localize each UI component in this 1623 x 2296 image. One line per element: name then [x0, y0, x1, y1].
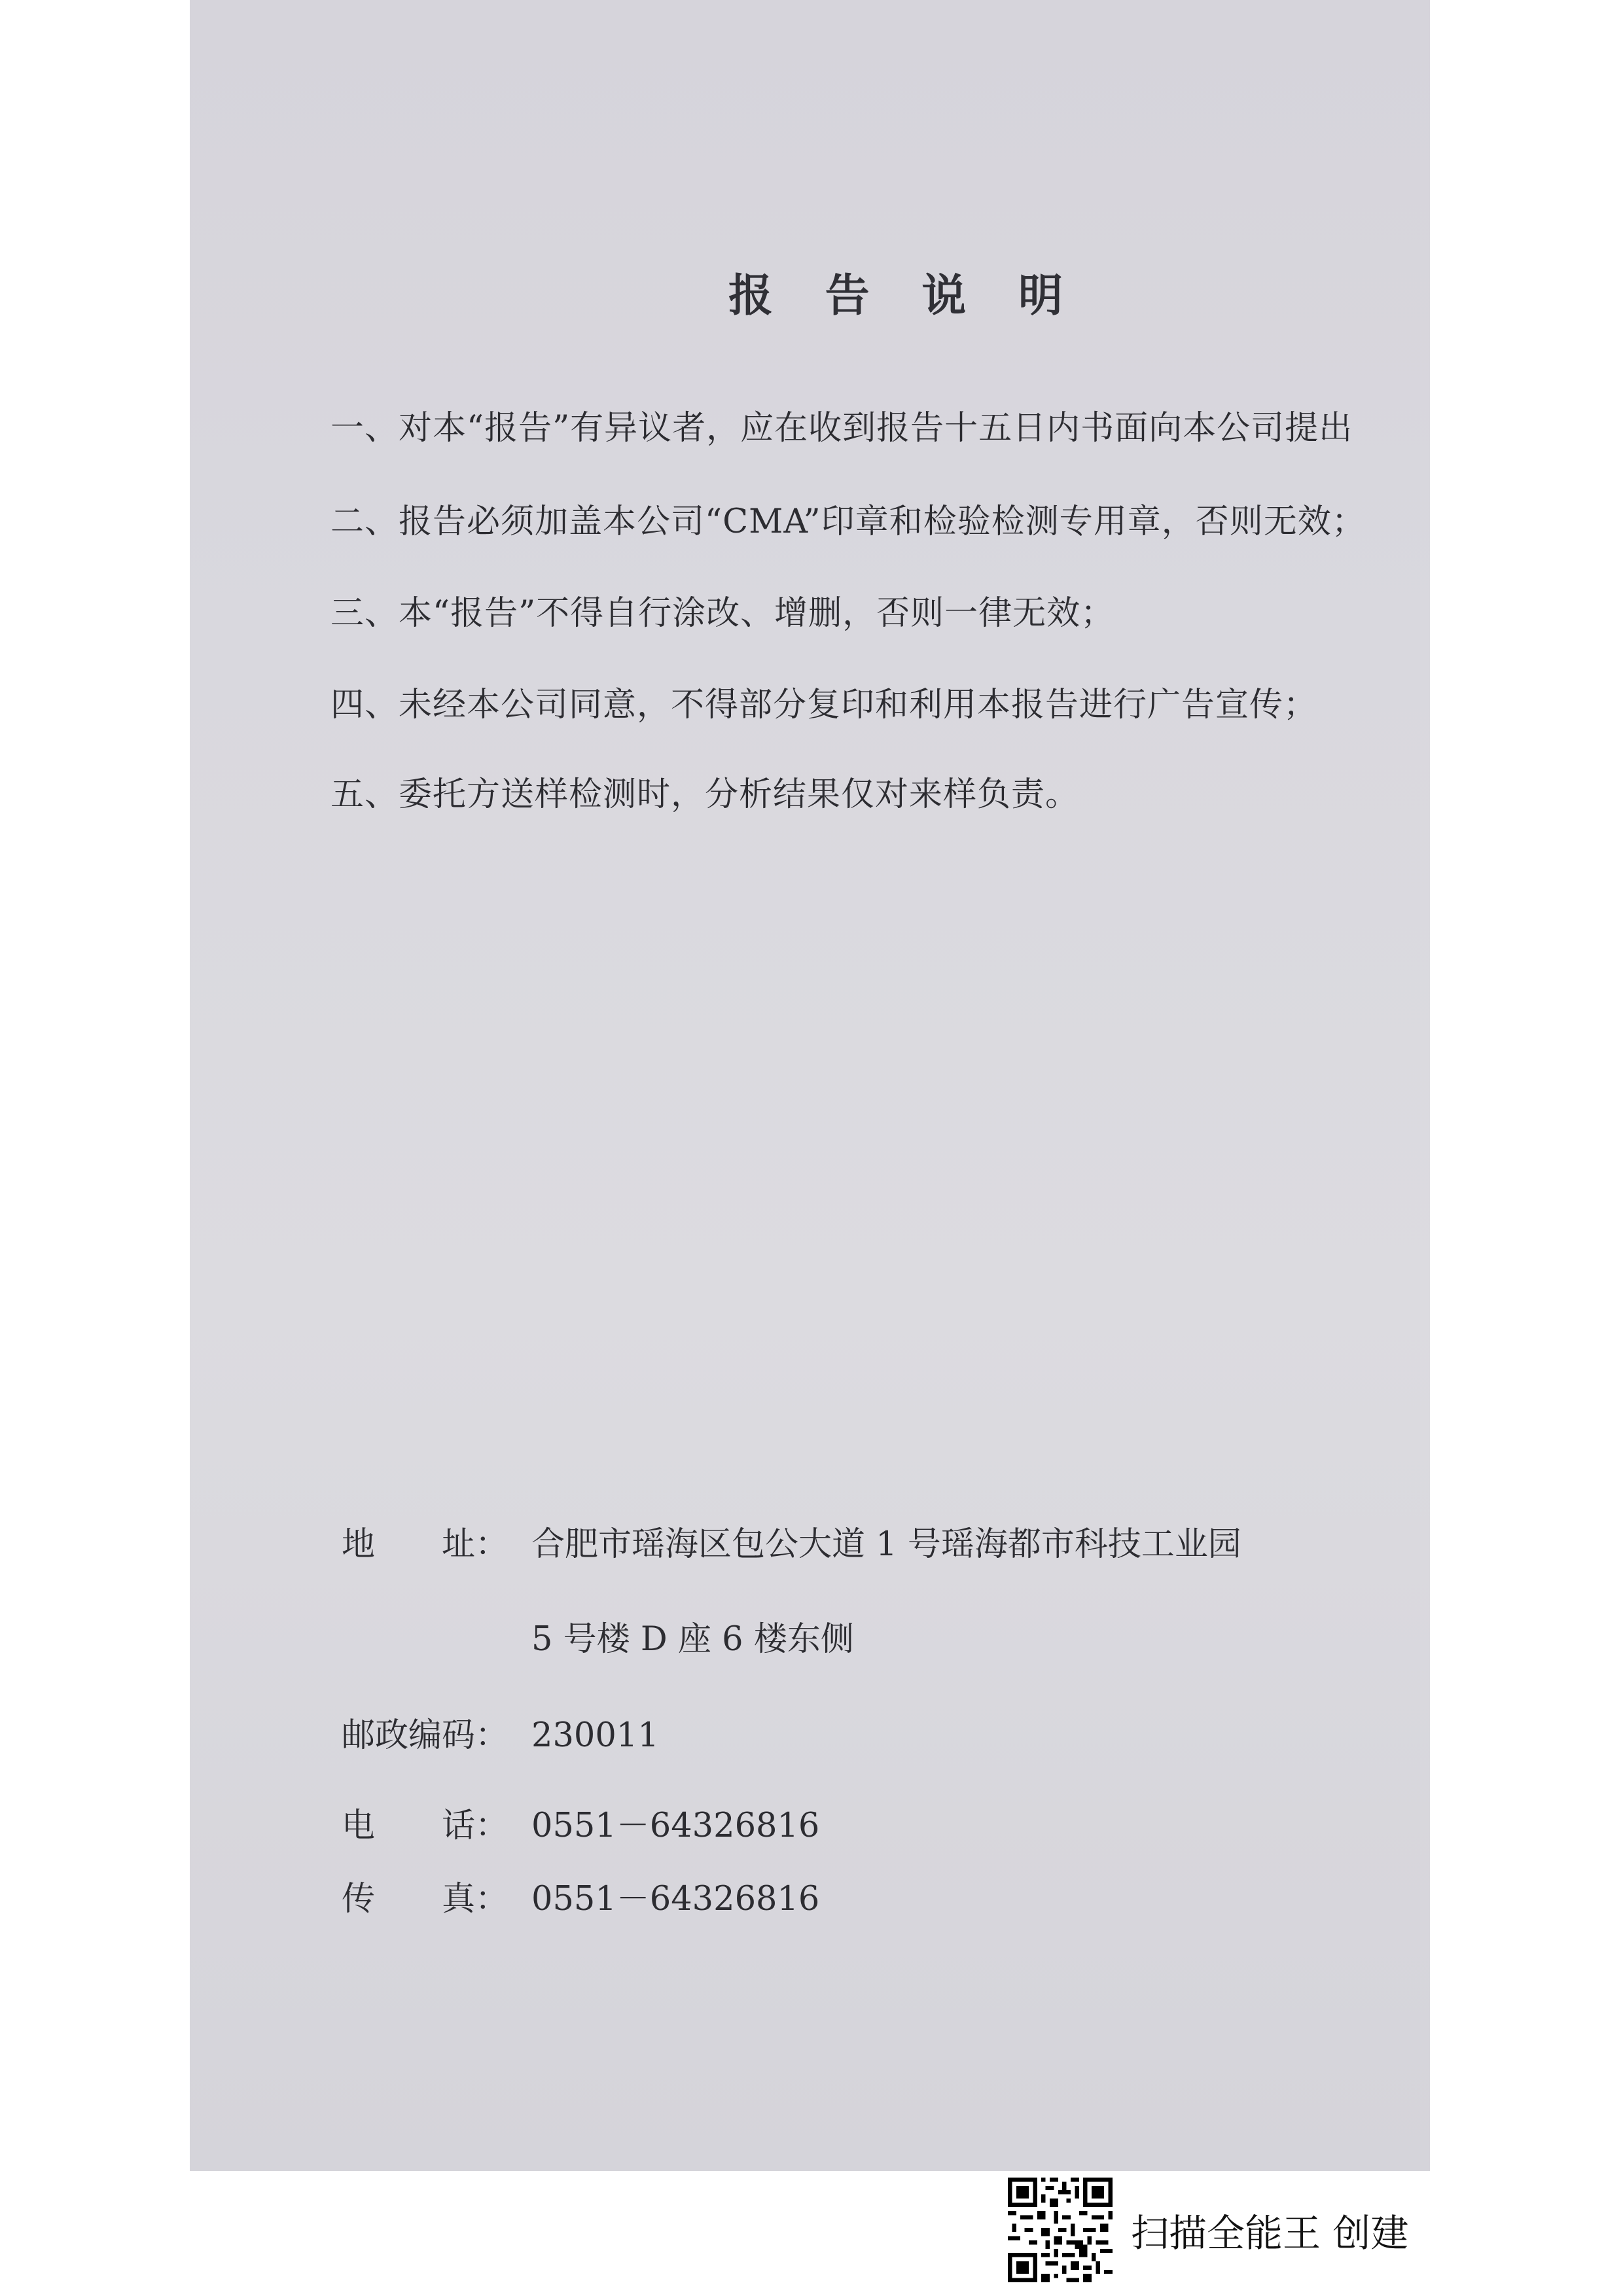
postcode-value: 230011 — [531, 1716, 659, 1755]
watermark-label: 扫描全能王 创建 — [1131, 2211, 1409, 2255]
qr-code-icon — [1008, 2178, 1113, 2282]
address-line-2: 5 号楼 D 座 6 楼东侧 — [531, 1620, 854, 1659]
fax-label: 传 真： — [342, 1880, 509, 1918]
postcode-row — [342, 1708, 659, 1756]
notice-item-3: 三、本“报告”不得自行涂改、增删，否则一律无效； — [330, 594, 1115, 633]
notice-item-2: 二、报告必须加盖本公司“CMA”印章和检验检测专用章，否则无效； — [330, 503, 1366, 541]
fax-value: 0551－64326816 — [531, 1880, 820, 1918]
fax-row — [342, 1871, 819, 1920]
address-line-1: 合肥市瑶海区包公大道 1 号瑶海都市科技工业园 — [531, 1525, 1241, 1564]
phone-value: 0551－64326816 — [531, 1807, 820, 1845]
phone-label: 电 话： — [342, 1807, 509, 1845]
notice-item-1: 一、对本“报告”有异议者，应在收到报告十五日内书面向本公司提出 — [330, 409, 1353, 448]
address-row — [342, 1517, 1241, 1565]
phone-row — [342, 1798, 819, 1846]
postcode-label: 邮政编码： — [342, 1716, 509, 1755]
notice-item-5: 五、委托方送样检测时，分析结果仅对来样负责。 — [330, 775, 1080, 814]
scanned-page — [190, 0, 1430, 2171]
address-label: 地 址： — [342, 1525, 509, 1564]
notice-item-4: 四、未经本公司同意，不得部分复印和利用本报告进行广告宣传； — [330, 686, 1318, 724]
scanner-watermark — [1008, 2171, 1408, 2289]
page-title: 报 告 说 明 — [728, 270, 1082, 322]
